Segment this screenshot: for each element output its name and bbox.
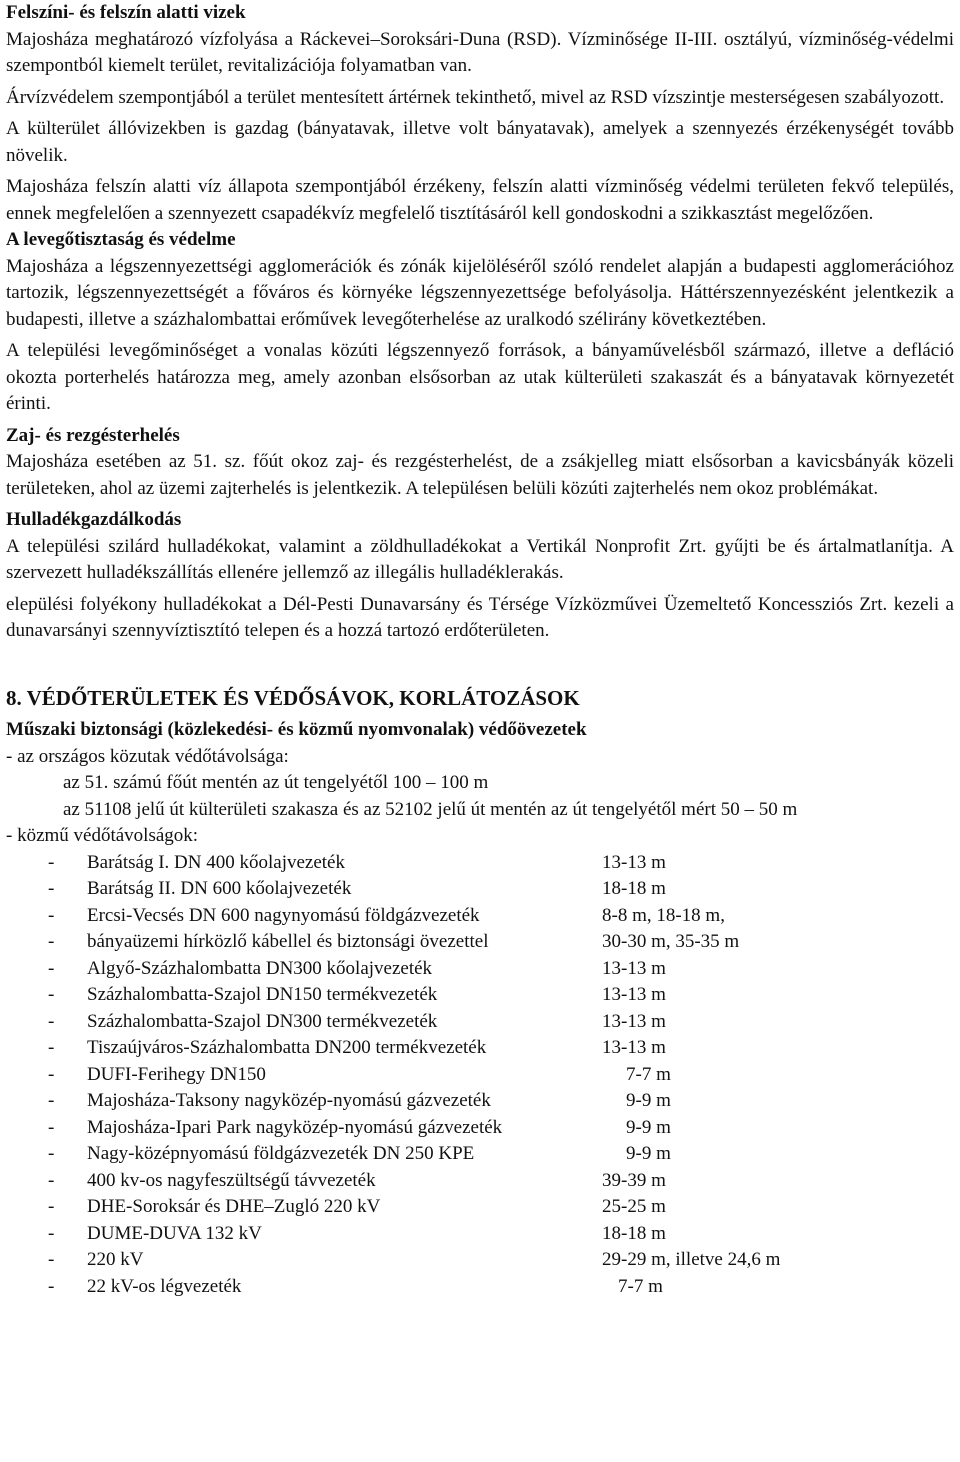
utility-name: Barátság II. DN 600 kőolajvezeték <box>87 878 352 899</box>
list-dash: - <box>48 984 55 1005</box>
utilities-label: - közmű védőtávolságok: <box>6 825 199 846</box>
utility-value: 30-30 m, 35-35 m <box>602 931 740 952</box>
waste-paragraph-2: elepülési folyékony hulladékokat a Dél-Pesti Dunavarsány és Térsége Vízközművei Üzemeltető Koncessziós Zrt. kezeli a dunavarsányi szennyvíztisztító telepen és a hozzá tartozó erdőterületen. <box>6 593 954 641</box>
list-dash: - <box>48 1116 55 1138</box>
water-paragraph-2: Árvízvédelem szempontjából a terület mentesített ártérnek tekinthető, mivel az RSD vízszintje mesterségesen szabályozott. <box>6 86 945 108</box>
utility-name: 22 kV-os légvezeték <box>87 1275 242 1297</box>
utility-row <box>6 1115 954 1142</box>
water-paragraph-1: Majosháza meghatározó vízfolyása a Ráckevei–Soroksári-Duna (RSD). Vízminősége II-III. osztályú, vízminőség-védelmi szempontból kiemelt terület, revitalizációja folyamatban van. <box>6 28 954 76</box>
utility-row <box>6 956 954 983</box>
list-dash: - <box>48 1222 55 1244</box>
utility-row <box>6 850 954 877</box>
list-dash: - <box>48 1196 55 1217</box>
list-dash: - <box>48 1090 55 1111</box>
utility-value: 13-13 m <box>602 984 666 1005</box>
utility-value: 18-18 m <box>602 878 666 899</box>
list-dash: - <box>48 957 55 979</box>
utility-value: 18-18 m <box>602 1222 666 1244</box>
noise-paragraph-1: Majosháza esetében az 51. sz. főút okoz zaj- és rezgésterhelést, de a zsákjelleg miatt elsősorban a kavicsbányák közeli területeken, ahol az üzemi zajterhelés is jelentkezik. A településen belüli közúti zajterhelés nem okoz problémákat. <box>6 451 954 499</box>
list-dash: - <box>48 1063 55 1085</box>
utility-name: Ercsi-Vecsés DN 600 nagynyomású földgázvezeték <box>87 904 480 926</box>
utility-row <box>6 876 954 903</box>
utility-value: 13-13 m <box>602 957 666 979</box>
water-paragraph-4: Majosháza felszín alatti víz állapota szempontjából érzékeny, felszín alatti vízminőség védelmi területen fekvő település, ennek megfelelően a szennyezett csapadékvíz megfelelő tisztításáról kell gondoskodni a szikkasztást megelőzően. <box>6 176 954 224</box>
road-item-2: az 51108 jelű út külterületi szakasza és az 52102 jelű út mentén az út tengelyétől mért 50 – 50 m <box>63 798 798 820</box>
utility-name: Barátság I. DN 400 kőolajvezeték <box>87 851 345 873</box>
chapter-subheading: Műszaki biztonsági (közlekedési- és közmű nyomvonalak) védőövezetek <box>6 719 587 740</box>
utility-row <box>6 1009 954 1036</box>
utility-name: DHE-Soroksár és DHE–Zugló 220 kV <box>87 1196 381 1217</box>
utility-name: Százhalombatta-Szajol DN150 termékvezeték <box>87 984 438 1005</box>
utility-name: Majosháza-Ipari Park nagyközép-nyomású gázvezeték <box>87 1116 503 1138</box>
utility-row <box>6 1062 954 1089</box>
utility-value: 13-13 m <box>602 851 666 873</box>
water-heading: Felszíni- és felszín alatti vizek <box>6 2 246 23</box>
waste-paragraph-1: A települési szilárd hulladékokat, valamint a zöldhulladékokat a Vertikál Nonprofit Zrt. gyűjti be és ártalmatlanítja. A szervezett hulladékszállítás ellenére jellemző az illegális hulladéklerakás. <box>6 535 954 583</box>
utility-row <box>6 1035 954 1062</box>
utility-value: 13-13 m <box>602 1010 666 1032</box>
utility-row <box>6 1168 954 1195</box>
list-dash: - <box>48 904 55 926</box>
utility-row <box>6 1247 954 1274</box>
utility-name: Tiszaújváros-Százhalombatta DN200 termékvezeték <box>87 1037 487 1058</box>
utility-value: 25-25 m <box>602 1196 666 1217</box>
utility-row <box>6 1088 954 1115</box>
air-heading: A levegőtisztaság és védelme <box>6 229 236 250</box>
water-paragraph-3: A külterület állóvizekben is gazdag (bányatavak, illetve volt bányatavak), amelyek a szennyezés érzékenységét tovább növelik. <box>6 118 954 166</box>
utility-name: bányaüzemi hírközlő kábellel és biztonsági övezettel <box>87 931 489 952</box>
utility-row <box>6 982 954 1009</box>
utility-value: 7-7 m <box>626 1063 671 1085</box>
list-dash: - <box>48 1275 55 1297</box>
utility-row <box>6 1274 954 1301</box>
utility-value: 13-13 m <box>602 1037 666 1058</box>
utilities-list <box>6 850 954 1301</box>
air-paragraph-1: Majosháza a légszennyezettségi agglomerációk és zónák kijelöléséről szóló rendelet alapján a budapesti agglomerációhoz tartozik, légszennyezettségét a főváros és környéke légszennyezettsége befolyásolja. Háttérszennyezésként jelentkezik a budapesti, illetve a százhalombattai erőművek levegőterhelése az uralkodó szélirány következtében. <box>6 255 954 330</box>
noise-heading: Zaj- és rezgésterhelés <box>6 424 180 446</box>
utility-name: Nagy-középnyomású földgázvezeték DN 250 KPE <box>87 1143 475 1164</box>
utility-value: 39-39 m <box>602 1169 666 1191</box>
utility-name: 220 kV <box>87 1249 144 1270</box>
list-dash: - <box>48 878 55 899</box>
list-dash: - <box>48 1010 55 1032</box>
utility-name: 400 kv-os nagyfeszültségű távvezeték <box>87 1169 376 1191</box>
list-dash: - <box>48 1249 55 1270</box>
utility-row <box>6 929 954 956</box>
utility-name: Algyő-Százhalombatta DN300 kőolajvezeték <box>87 957 433 979</box>
list-dash: - <box>48 1037 55 1058</box>
list-dash: - <box>48 1143 55 1164</box>
utility-row <box>6 903 954 930</box>
utility-name: Százhalombatta-Szajol DN300 termékvezeték <box>87 1010 438 1032</box>
utility-name: Majosháza-Taksony nagyközép-nyomású gázvezeték <box>87 1090 491 1111</box>
utility-value: 8-8 m, 18-18 m, <box>602 904 725 926</box>
utility-value: 9-9 m <box>626 1143 671 1164</box>
utility-value: 9-9 m <box>626 1090 671 1111</box>
utility-name: DUME-DUVA 132 kV <box>87 1222 262 1244</box>
roads-label: - az országos közutak védőtávolsága: <box>6 745 289 767</box>
utility-row <box>6 1194 954 1221</box>
air-paragraph-2: A települési levegőminőséget a vonalas közúti légszennyező források, a bányaművelésből származó, illetve a defláció okozta porterhelés határozza meg, amely azonban elsősorban az utak külterületi szakaszát és a bányatavak környezetét érinti. <box>6 340 954 414</box>
utility-row <box>6 1221 954 1248</box>
utility-value: 7-7 m <box>618 1275 663 1297</box>
chapter-title: 8. VÉDŐTERÜLETEK ÉS VÉDŐSÁVOK, KORLÁTOZÁSOK <box>6 685 580 710</box>
list-dash: - <box>48 851 55 873</box>
utility-value: 9-9 m <box>626 1116 671 1138</box>
utility-row <box>6 1141 954 1168</box>
utility-value: 29-29 m, illetve 24,6 m <box>602 1249 781 1270</box>
list-dash: - <box>48 1169 55 1191</box>
list-dash: - <box>48 931 55 952</box>
waste-heading: Hulladékgazdálkodás <box>6 509 182 530</box>
utility-name: DUFI-Ferihegy DN150 <box>87 1063 266 1085</box>
road-item-1: az 51. számú főút mentén az út tengelyétől 100 – 100 m <box>63 772 489 793</box>
